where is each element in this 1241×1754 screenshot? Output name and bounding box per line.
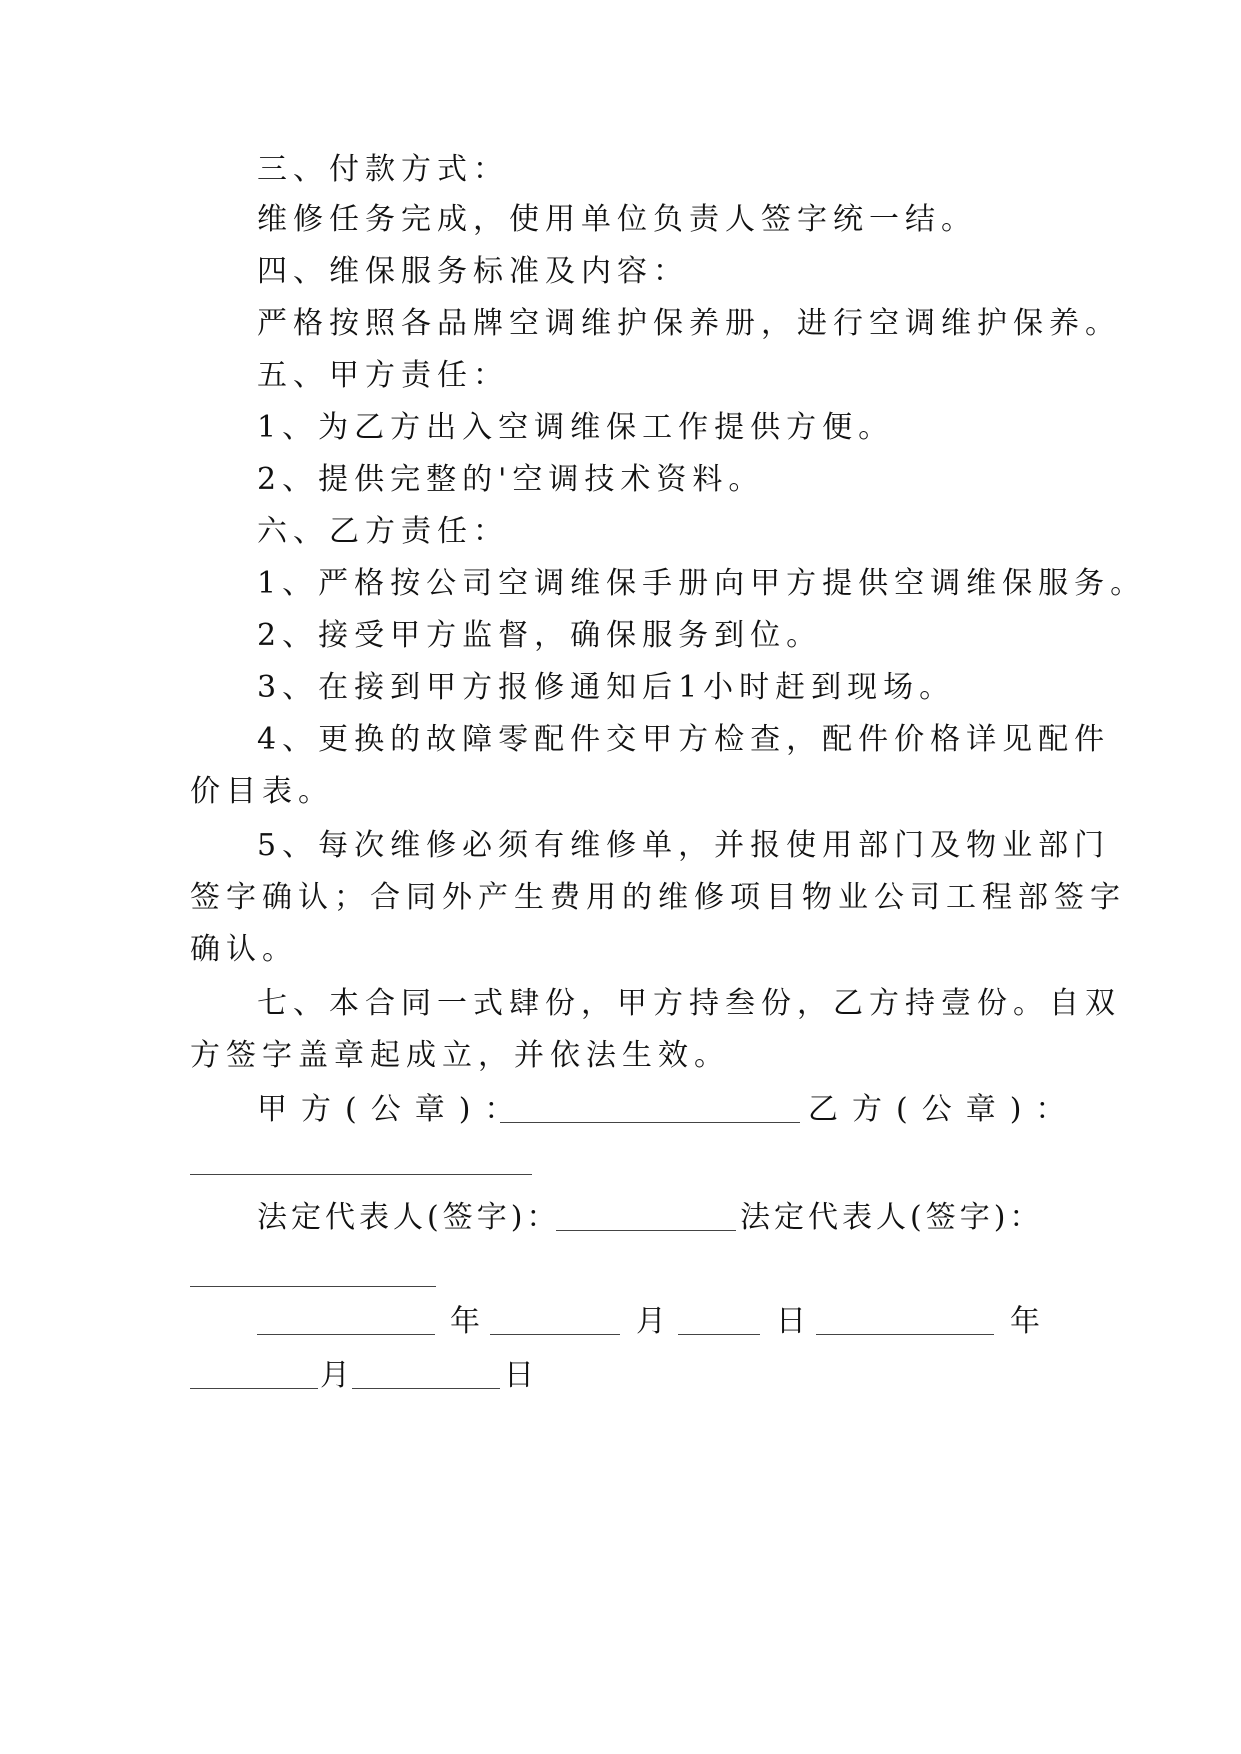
list-item-continuation: 签字确认；合同外产生费用的维修项目物业公司工程部签字 (190, 880, 1126, 915)
date-a-day-label: 日 (776, 1304, 812, 1339)
date-b-month-label: 月 (320, 1358, 356, 1393)
date-a-month-blank[interactable] (490, 1334, 620, 1335)
paragraph-line: 维修任务完成，使用单位负责人签字统一结。 (257, 202, 977, 237)
date-a-year-label: 年 (450, 1304, 486, 1339)
list-item: 3、在接到甲方报修通知后1小时赶到现场。 (257, 670, 956, 705)
list-item: 1、严格按公司空调维保手册向甲方提供空调维保服务。 (257, 566, 1147, 601)
section-4-heading: 四、维保服务标准及内容： (257, 254, 689, 289)
paragraph-line: 严格按照各品牌空调维护保养册，进行空调维护保养。 (257, 306, 1121, 341)
date-b-year-label: 年 (1010, 1304, 1046, 1339)
party-a-seal-blank[interactable] (500, 1122, 800, 1123)
section-3-heading: 三、付款方式： (257, 152, 509, 187)
list-item: 2、接受甲方监督，确保服务到位。 (257, 618, 823, 653)
date-b-year-blank[interactable] (816, 1334, 994, 1335)
list-item: 4、更换的故障零配件交甲方检查，配件价格详见配件 (257, 722, 1111, 757)
paragraph-line: 方签字盖章起成立，并依法生效。 (190, 1038, 730, 1073)
party-b-seal-label: 乙方(公章)： (808, 1092, 1080, 1127)
list-item: 1、为乙方出入空调维保工作提供方便。 (257, 410, 895, 445)
list-item-continuation: 价目表。 (190, 774, 334, 809)
section-7-paragraph: 七、本合同一式肆份，甲方持叁份，乙方持壹份。自双 (257, 986, 1121, 1021)
party-a-seal-label: 甲方(公章)： (257, 1092, 529, 1127)
list-item: 2、提供完整的'空调技术资料。 (257, 462, 765, 497)
section-5-heading: 五、甲方责任： (257, 358, 509, 393)
date-a-year-blank[interactable] (257, 1334, 435, 1335)
section-6-heading: 六、乙方责任： (257, 514, 509, 549)
date-a-month-label: 月 (636, 1304, 672, 1339)
party-b-seal-blank[interactable] (190, 1174, 532, 1175)
rep-b-signature-blank[interactable] (190, 1286, 436, 1287)
list-item: 5、每次维修必须有维修单，并报使用部门及物业部门 (257, 828, 1111, 863)
rep-a-signature-label: 法定代表人(签字)： (257, 1200, 561, 1235)
list-item-continuation: 确认。 (190, 932, 298, 967)
date-b-day-label: 日 (504, 1358, 540, 1393)
rep-a-signature-blank[interactable] (556, 1230, 736, 1231)
date-b-day-blank[interactable] (352, 1388, 500, 1389)
rep-b-signature-label: 法定代表人(签字)： (740, 1200, 1044, 1235)
date-b-month-blank[interactable] (190, 1388, 318, 1389)
date-a-day-blank[interactable] (678, 1334, 760, 1335)
